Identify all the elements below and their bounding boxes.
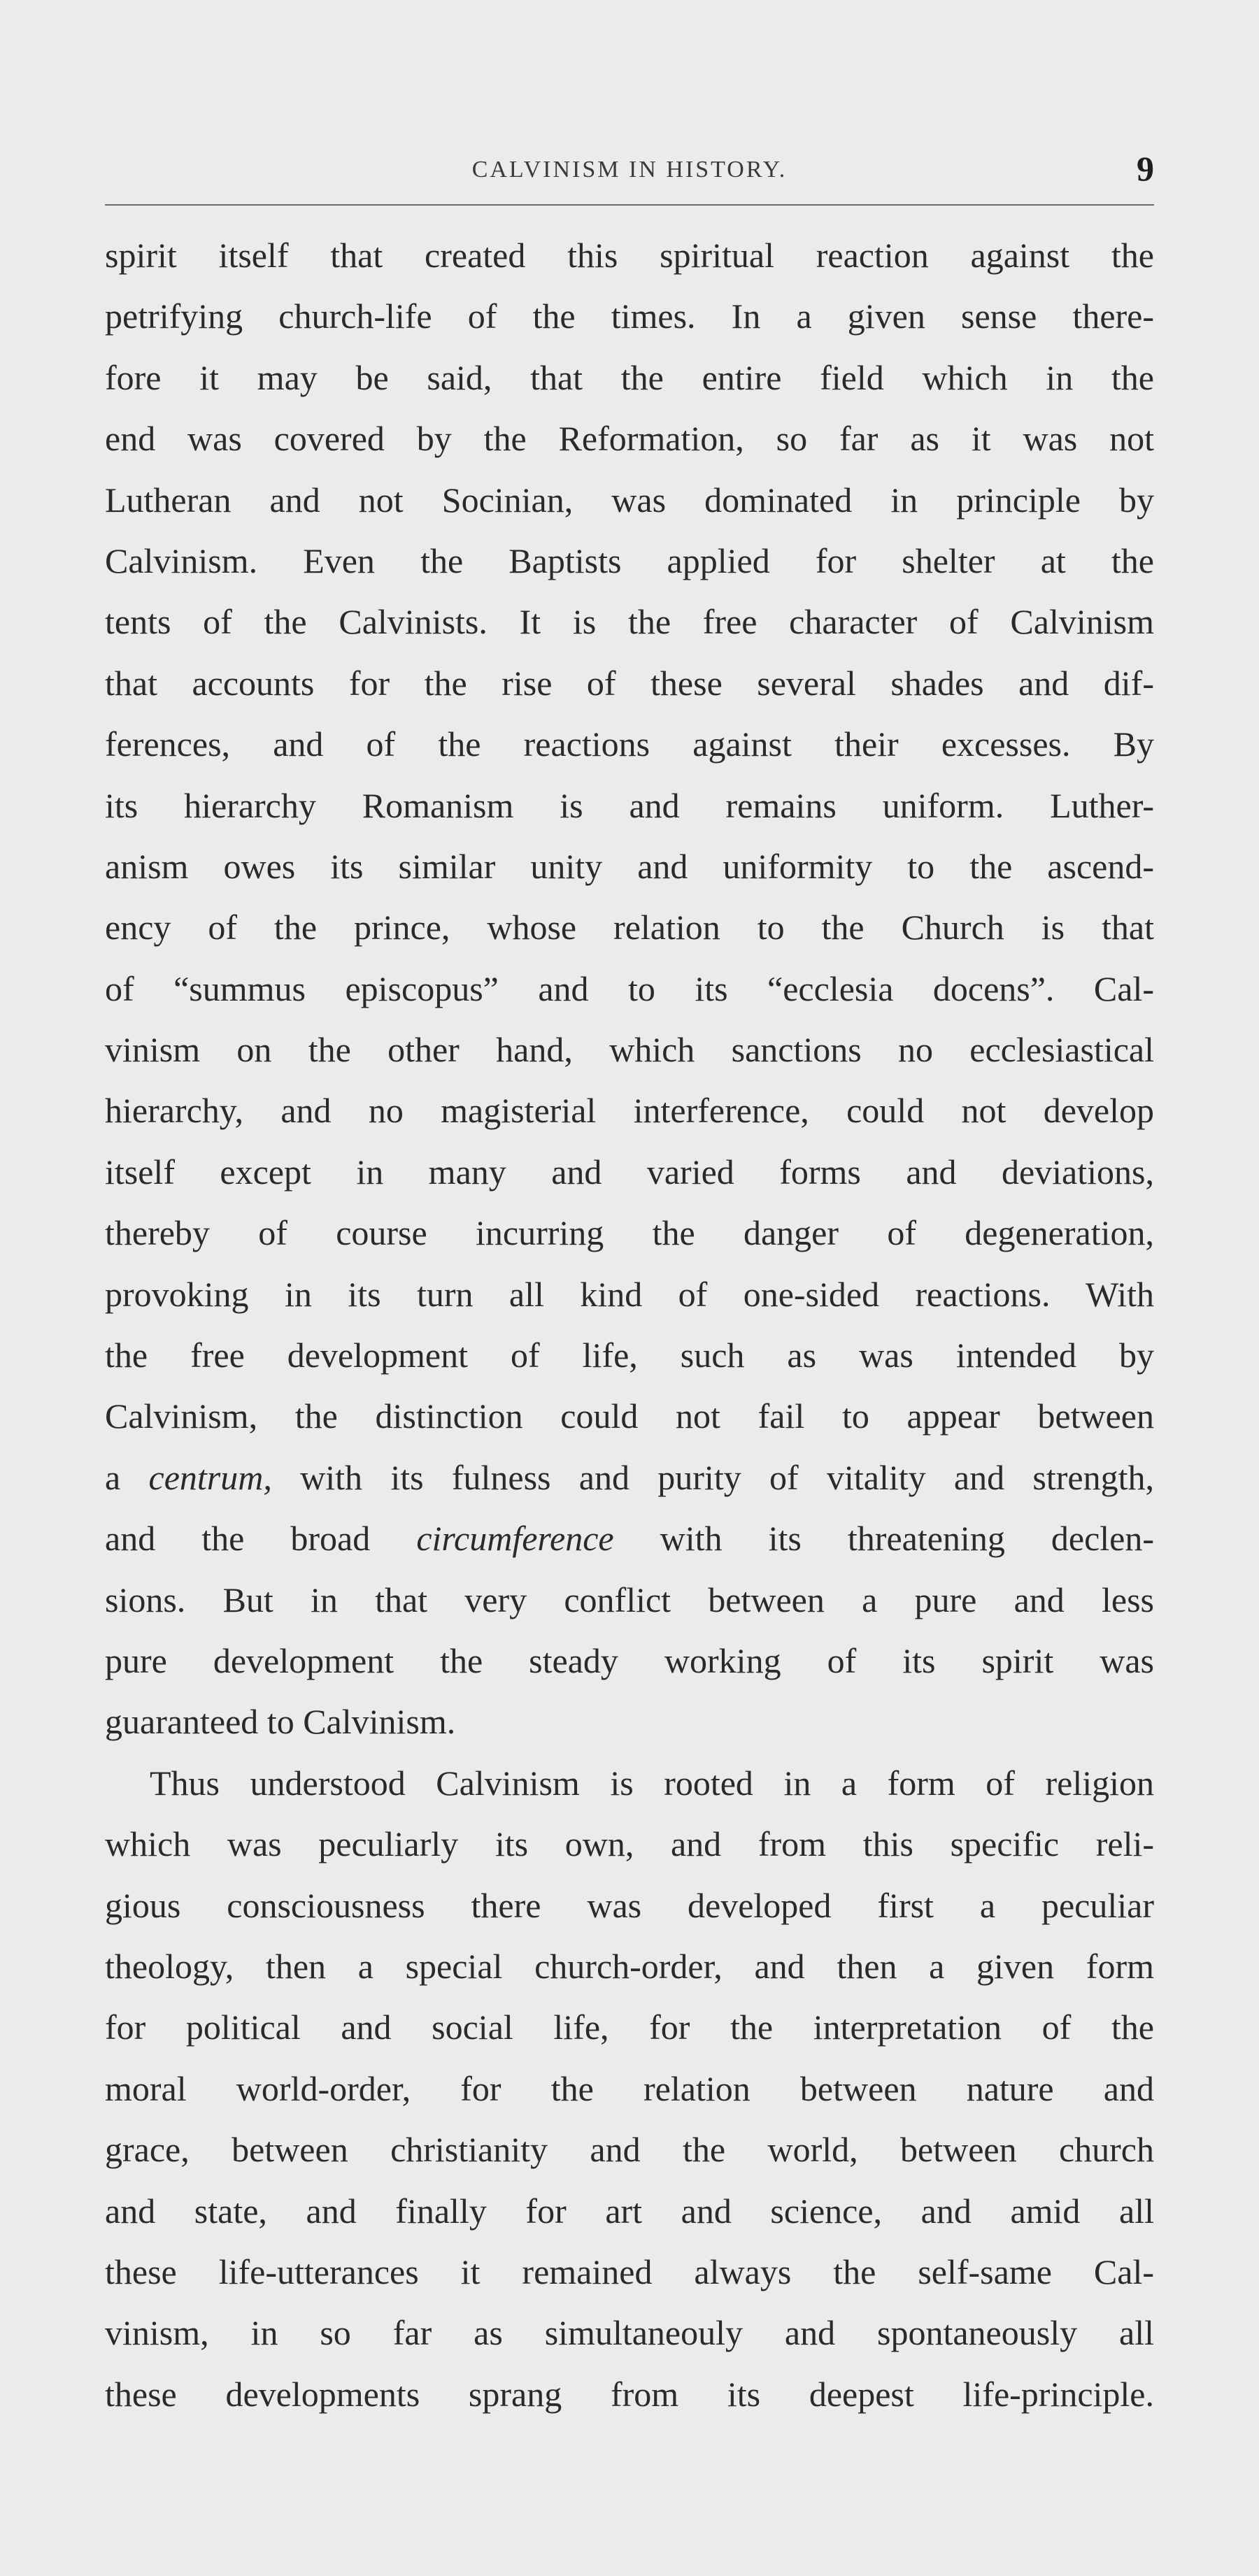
text-line: itself except in many and varied forms and deviations,: [105, 1152, 1154, 1192]
text-line: Calvinism, the distinction could not fail to appear between: [105, 1396, 1154, 1436]
text-line: Thus understood Calvinism is rooted in a form of religion: [150, 1763, 1154, 1803]
running-title: CALVINISM IN HISTORY.: [471, 157, 788, 183]
text-line: spirit itself that created this spiritual reaction against the: [105, 236, 1154, 275]
text-line: ferences, and of the reactions against their excesses. By: [105, 724, 1154, 764]
text-line: tents of the Calvinists. It is the free character of Calvinism: [105, 602, 1154, 642]
text-line: that accounts for the rise of these several shades and dif-: [105, 663, 1154, 703]
text-line: gious consciousness there was developed first a peculiar: [105, 1885, 1154, 1925]
running-head: [105, 148, 1154, 190]
text-line-centrum: [105, 1447, 1154, 1508]
text-line: theology, then a special church-order, and then a given form: [105, 1946, 1154, 1986]
text-span: with its threatening declen-: [613, 1519, 1154, 1559]
text-line: guaranteed to Calvinism.: [105, 1702, 456, 1742]
text-line: and state, and finally for art and science, and amid all: [105, 2191, 1154, 2231]
text-line: petrifying church-life of the times. In a given sense there-: [105, 296, 1154, 336]
text-line: provoking in its turn all kind of one-sided reactions. With: [105, 1274, 1154, 1314]
text-line: pure development the steady working of its spirit was: [105, 1640, 1154, 1680]
text-line: its hierarchy Romanism is and remains uniform. Luther-: [105, 785, 1154, 825]
text-line: the free development of life, such as was intended by: [105, 1336, 1154, 1375]
text-line: vinism, in so far as simultaneouly and spontaneously all: [105, 2313, 1154, 2353]
text-line: Lutheran and not Socinian, was dominated in principle by: [105, 480, 1154, 520]
italic-term-circumference: circumference: [416, 1519, 614, 1559]
body-text: [105, 225, 1154, 2425]
text-line: which was peculiarly its own, and from this specific reli-: [105, 1824, 1154, 1864]
text-line: Calvinism. Even the Baptists applied for shelter at the: [105, 541, 1154, 580]
text-span: with its fulness and purity of vitality and strength,: [271, 1457, 1154, 1497]
text-line-circumference: [105, 1508, 1154, 1569]
text-span: a: [105, 1457, 149, 1497]
text-line: thereby of course incurring the danger of degeneration,: [105, 1213, 1154, 1253]
text-line: these life-utterances it remained always the self-same Cal-: [105, 2252, 1154, 2291]
page-number: 9: [1137, 149, 1154, 188]
text-line: ency of the prince, whose relation to the Church is that: [105, 908, 1154, 947]
text-span: and the broad: [105, 1519, 417, 1559]
header-rule: [105, 204, 1154, 206]
italic-term-centrum: centrum,: [148, 1457, 272, 1497]
text-line: hierarchy, and no magisterial interference, could not develop: [105, 1091, 1154, 1131]
text-line: fore it may be said, that the entire field which in the: [105, 357, 1154, 397]
text-line: end was covered by the Reformation, so far as it was not: [105, 419, 1154, 459]
text-line: of “summus episcopus” and to its “ecclesia docens”. Cal-: [105, 968, 1154, 1008]
text-line: vinism on the other hand, which sanctions no ecclesiastical: [105, 1030, 1154, 1070]
text-line: anism owes its similar unity and uniformity to the ascend-: [105, 846, 1154, 886]
text-line: grace, between christianity and the world, between church: [105, 2130, 1154, 2170]
text-line: moral world-order, for the relation between nature and: [105, 2068, 1154, 2108]
text-line: sions. But in that very conflict between a pure and less: [105, 1580, 1154, 1619]
text-line: for political and social life, for the interpretation of the: [105, 2008, 1154, 2047]
text-line: these developments sprang from its deepest life-principle.: [105, 2374, 1154, 2414]
